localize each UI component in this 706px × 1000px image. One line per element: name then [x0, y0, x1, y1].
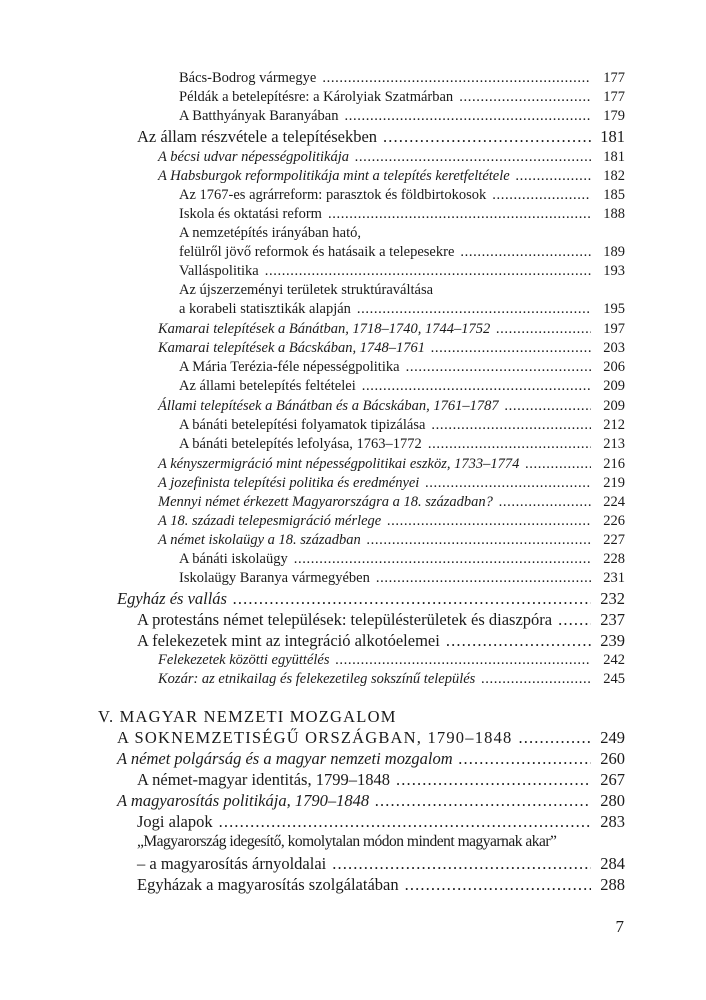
toc-entry: Jogi alapok . . . 283 [137, 812, 625, 832]
toc-entry: A bánáti betelepítési folyamatok tipizálása . . . 212 [179, 417, 625, 434]
toc-entry-line1: „Magyarország idegesítő, komolytalan módon mindent magyarnak akar” [137, 833, 557, 850]
toc-entry: Mennyi német érkezett Magyarországra a 18. században? . . . 224 [158, 494, 625, 511]
toc-entry: A SOKNEMZETISÉGŰ ORSZÁGBAN, 1790–1848 . . . 249 [117, 728, 625, 748]
toc-entry: Az állam részvétele a telepítésekben . . . 181 [137, 127, 625, 147]
toc-entry: A Habsburgok reformpolitikája mint a telepítés keretfeltétele . . . 182 [158, 168, 625, 185]
toc-entry: felülről jövő reformok és hatásaik a telepesekre . . . 189 [179, 244, 625, 261]
toc-entry: Kamarai telepítések a Bácskában, 1748–1761 . . . 203 [158, 340, 625, 357]
toc-entry: Példák a betelepítésre: a Károlyiak Szatmárban . . . 177 [179, 89, 625, 106]
toc-entry: A német polgárság és a magyar nemzeti mozgalom . . . 260 [117, 749, 625, 769]
toc-entry: A bánáti betelepítés lefolyása, 1763–1772 . . . 213 [179, 436, 625, 453]
toc-entry: A protestáns német települések: településterületek és diaszpóra . . . 237 [137, 610, 625, 630]
toc-entry: Az állami betelepítés feltételei . . . 209 [179, 378, 625, 395]
page-number: 7 [615, 917, 624, 936]
toc-entry-line1: A nemzetépítés irányában ható, [179, 225, 361, 241]
toc-entry: A 18. századi telepesmigráció mérlege . . . 226 [158, 513, 625, 530]
toc-entry: a korabeli statisztikák alapján . . . 195 [179, 301, 625, 318]
toc-entry: A magyarosítás politikája, 1790–1848 . . . 280 [117, 791, 625, 811]
toc-entry: Kamarai telepítések a Bánátban, 1718–1740, 1744–1752 . . . 197 [158, 321, 625, 338]
toc-entry: A német-magyar identitás, 1799–1848 . . . 267 [137, 770, 625, 790]
toc-entry: Felekezetek közötti együttélés . . . 242 [158, 652, 625, 669]
toc-entry: Iskola és oktatási reform . . . 188 [179, 206, 625, 223]
toc-entry: Egyházak a magyarosítás szolgálatában . . . 288 [137, 875, 625, 895]
toc-entry: A német iskolaügy a 18. században . . . 227 [158, 532, 625, 549]
toc-entry: A kényszermigráció mint népességpolitikai eszköz, 1733–1774 . . . 216 [158, 456, 625, 473]
toc-entry: Az 1767-es agrárreform: parasztok és földbirtokosok . . . 185 [179, 187, 625, 204]
toc-entry: A bánáti iskolaügy . . . 228 [179, 551, 625, 568]
toc-entry: A felekezetek mint az integráció alkotóelemei . . . 239 [137, 631, 625, 651]
toc-entry: Egyház és vallás . . . 232 [117, 589, 625, 609]
toc-entry: Állami telepítések a Bánátban és a Bácskában, 1761–1787 . . . 209 [158, 398, 625, 415]
toc-entry: Iskolaügy Baranya vármegyében . . . 231 [179, 570, 625, 587]
toc-entry: A Batthyányak Baranyában . . . 179 [179, 108, 625, 125]
toc-entry: Bács-Bodrog vármegye . . . 177 [179, 70, 625, 87]
toc-entry-line1: Az újszerzeményi területek struktúraváltása [179, 282, 434, 298]
toc-entry: A Mária Terézia-féle népességpolitika . . . 206 [179, 359, 625, 376]
toc-entry: Valláspolitika . . . 193 [179, 263, 625, 280]
part-heading: V. MAGYAR NEMZETI MOZGALOM [98, 707, 397, 726]
toc-entry: A jozefinista telepítési politika és eredményei . . . 219 [158, 475, 625, 492]
toc-entry: Kozár: az etnikailag és felekezetileg sokszínű település . . . 245 [158, 671, 625, 688]
toc-entry: – a magyarosítás árnyoldalai . . . 284 [137, 854, 625, 874]
toc-entry: A bécsi udvar népességpolitikája . . . 181 [158, 149, 625, 166]
